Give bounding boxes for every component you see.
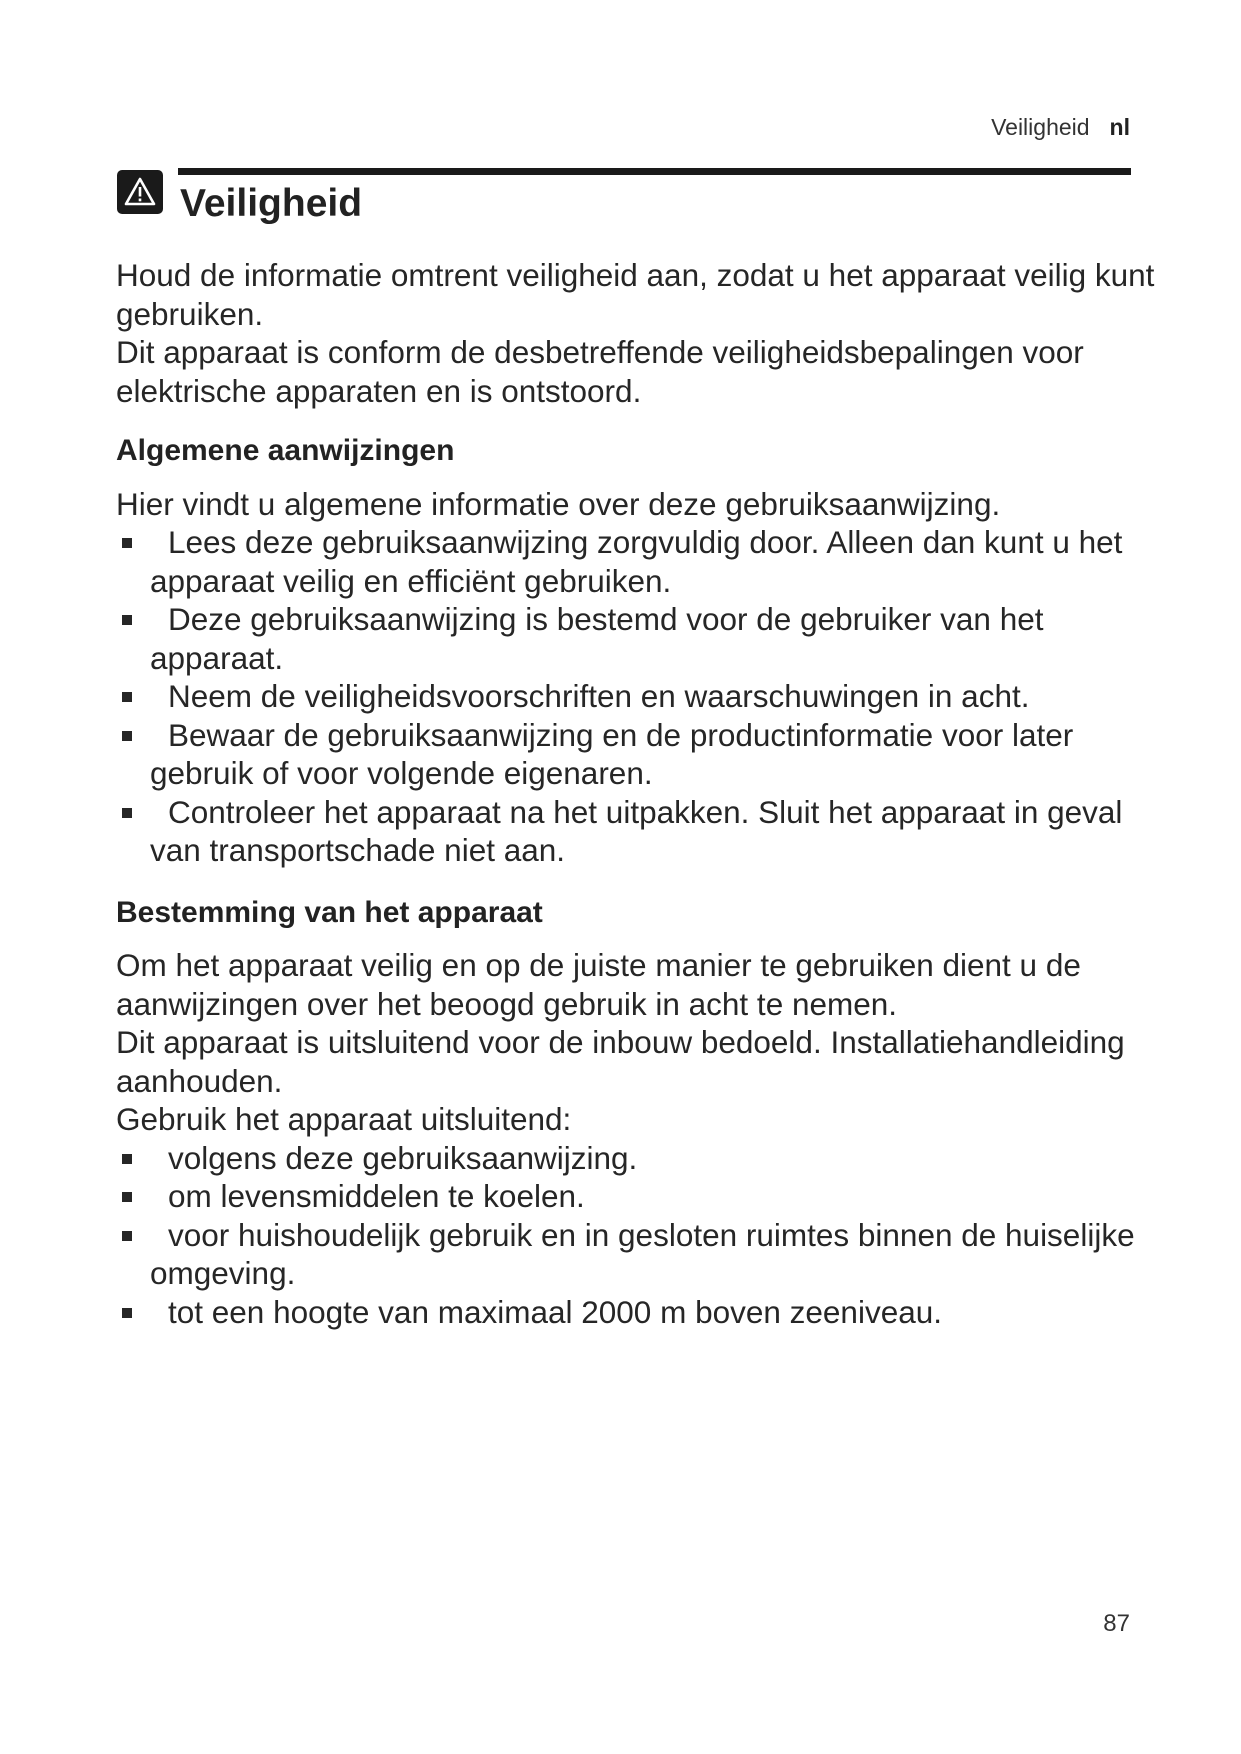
bullet-icon xyxy=(122,692,132,702)
running-header-section: Veiligheid xyxy=(991,114,1090,140)
purpose-paragraph: Dit apparaat is uitsluitend voor de inbouw bedoeld. Installatiehandleiding aanhouden. xyxy=(116,1024,1125,1099)
general-list xyxy=(116,523,1156,870)
intro-paragraph: Houd de informatie omtrent veiligheid aan, zodat u het apparaat veilig kunt gebruiken. xyxy=(116,257,1155,332)
list-item xyxy=(116,523,1156,600)
list-item xyxy=(116,716,1156,793)
page-number: 87 xyxy=(1103,1610,1130,1637)
warning-triangle-icon xyxy=(117,170,163,214)
list-item-text: Bewaar de gebruiksaanwijzing en de productinformatie voor later gebruik of voor volgende eigenaren. xyxy=(150,716,1074,791)
general-heading: Algemene aanwijzingen xyxy=(116,434,455,467)
bullet-icon xyxy=(122,1308,132,1318)
bullet-icon xyxy=(122,1154,132,1164)
list-item-text: Neem de veiligheidsvoorschriften en waarschuwingen in acht. xyxy=(168,678,1030,714)
general-lead: Hier vindt u algemene informatie over deze gebruiksaanwijzing. xyxy=(116,485,1001,522)
bullet-icon xyxy=(122,1231,132,1241)
list-item xyxy=(116,1216,1156,1293)
list-item xyxy=(116,1177,1156,1216)
language-code: nl xyxy=(1109,114,1130,140)
list-item xyxy=(116,677,1156,716)
running-header xyxy=(991,114,1130,141)
purpose-heading: Bestemming van het apparaat xyxy=(116,895,543,929)
list-item xyxy=(116,793,1156,870)
bullet-icon xyxy=(122,731,132,741)
purpose-paragraph: Gebruik het apparaat uitsluitend: xyxy=(116,1101,572,1137)
list-item xyxy=(116,600,1156,677)
bullet-icon xyxy=(122,615,132,625)
purpose-paragraph: Om het apparaat veilig en op de juiste manier te gebruiken dient u de aanwijzingen over het beoogd gebruik in acht te nemen. xyxy=(116,947,1081,1022)
warning-triangle-icon-graphic xyxy=(123,176,157,208)
list-item-text: Controleer het apparaat na het uitpakken. Sluit het apparaat in geval van transportschade niet aan. xyxy=(150,793,1123,868)
main-content xyxy=(116,256,1156,1331)
list-item xyxy=(116,1293,1156,1332)
bullet-icon xyxy=(122,1192,132,1202)
list-item xyxy=(116,1139,1156,1178)
intro-paragraph: Dit apparaat is conform de desbetreffende veiligheidsbepalingen voor elektrische apparaten en is ontstoord. xyxy=(116,334,1084,409)
list-item-text: om levensmiddelen te koelen. xyxy=(168,1178,585,1214)
list-item-text: volgens deze gebruiksaanwijzing. xyxy=(168,1139,638,1176)
purpose-list xyxy=(116,1139,1156,1332)
list-item-text: tot een hoogte van maximaal 2000 m boven zeeniveau. xyxy=(168,1293,943,1330)
list-item-text: Lees deze gebruiksaanwijzing zorgvuldig door. Alleen dan kunt u het apparaat veilig en efficiënt gebruiken. xyxy=(150,524,1123,599)
page-title: Veiligheid xyxy=(180,182,363,225)
list-item-text: Deze gebruiksaanwijzing is bestemd voor de gebruiker van het apparaat. xyxy=(150,601,1044,676)
list-item-text: voor huishoudelijk gebruik en in gesloten ruimtes binnen de huiselijke omgeving. xyxy=(150,1216,1135,1291)
bullet-icon xyxy=(122,538,132,548)
bullet-icon xyxy=(122,808,132,818)
section-rule xyxy=(178,168,1131,175)
